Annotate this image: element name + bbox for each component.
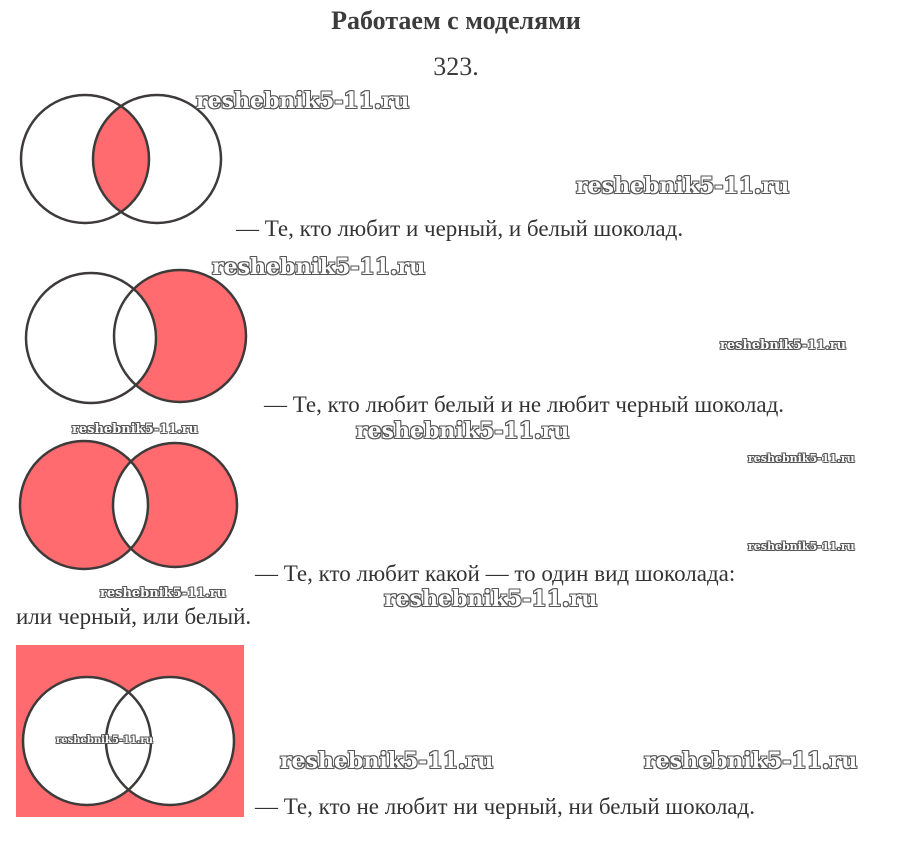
watermark: reshebnik5-11.ru xyxy=(720,338,847,353)
watermark: reshebnik5-11.ru xyxy=(576,173,790,199)
watermark: reshebnik5-11.ru xyxy=(280,748,494,774)
page-title: Работаем с моделями xyxy=(331,6,581,35)
task-number: 323. xyxy=(433,52,479,81)
caption-symmetric-difference-line2: или черный, или белый. xyxy=(16,604,252,629)
watermark: reshebnik5-11.ru xyxy=(56,735,153,746)
watermark: reshebnik5-11.ru xyxy=(384,586,598,612)
watermark: reshebnik5-11.ru xyxy=(748,452,855,465)
watermark: reshebnik5-11.ru xyxy=(212,254,426,280)
watermark: reshebnik5-11.ru xyxy=(356,418,570,444)
caption-complement: — Те, кто не любит ни черный, ни белый шоколад. xyxy=(255,794,755,819)
caption-intersection: — Те, кто любит и черный, и белый шоколад. xyxy=(236,216,684,241)
caption-right-only: — Те, кто любит белый и не любит черный шоколад. xyxy=(264,392,785,417)
caption-symmetric-difference-line1: — Те, кто любит какой — то один вид шоколада: xyxy=(255,561,736,586)
watermark: reshebnik5-11.ru xyxy=(196,88,410,114)
watermark: reshebnik5-11.ru xyxy=(748,540,855,553)
watermark: reshebnik5-11.ru xyxy=(72,422,199,437)
watermark: reshebnik5-11.ru xyxy=(100,586,227,601)
watermark: reshebnik5-11.ru xyxy=(644,748,858,774)
